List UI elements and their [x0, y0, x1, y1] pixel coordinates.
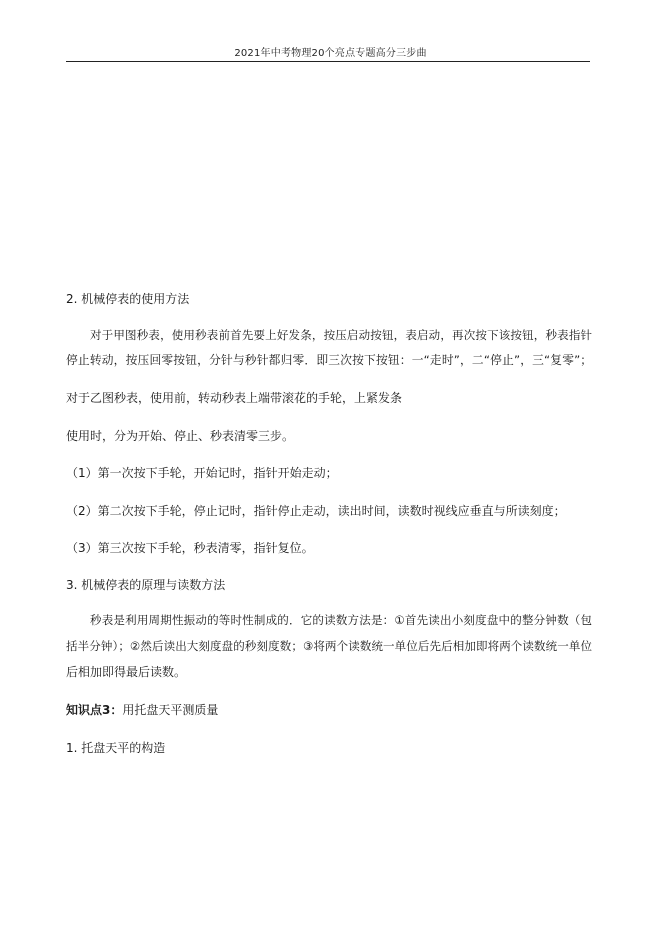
para3: 使用时，分为开始、停止、秒表清零三步。 [66, 429, 295, 443]
step1: （1）第一次按下手轮，开始记时，指针开始走动； [66, 466, 338, 480]
section3-title: 3. 机械停表的原理与读数方法 [66, 578, 226, 592]
knowledge-point-3 [66, 702, 592, 718]
step3: （3）第三次按下手轮，秒表清零，指针复位。 [66, 541, 314, 555]
step2: （2）第二次按下手轮，停止记时，指针停止走动，读出时间，读数时视线应垂直与所读刻度； [66, 504, 566, 518]
para2: 对于乙图秒表，使用前，转动秒表上端带滚花的手轮，上紧发条 [66, 391, 403, 405]
para1-line2: 停止转动，按压回零按钮，分针与秒针都归零．即三次按下按钮：一“走时”，二“停止”，三“复零”； [66, 353, 592, 367]
knowledge-point-text: 用托盘天平测质量 [122, 703, 219, 717]
para4-line1: 秒表是利用周期性振动的等时性制成的．它的读数方法是：①首先读出小刻度盘中的整分钟数（包 [90, 613, 592, 627]
para4-line2: 括半分钟）；②然后读出大刻度盘的秒刻度数；③将两个读数统一单位后先后相加即将两个读数统一单位 [66, 639, 592, 653]
knowledge-point-label: 知识点3： [66, 703, 123, 717]
para4-line3: 后相加即得最后读数。 [66, 665, 187, 679]
subsection1-title: 1. 托盘天平的构造 [66, 741, 166, 755]
header-divider [66, 61, 590, 62]
header-title: 2021年中考物理20个亮点专题高分三步曲 [234, 48, 427, 59]
section2-title: 2. 机械停表的使用方法 [66, 292, 190, 306]
para1-line1: 对于甲图秒表，使用秒表前首先要上好发条，按压启动按钮，表启动，再次按下该按钮，秒表指针 [90, 328, 592, 342]
